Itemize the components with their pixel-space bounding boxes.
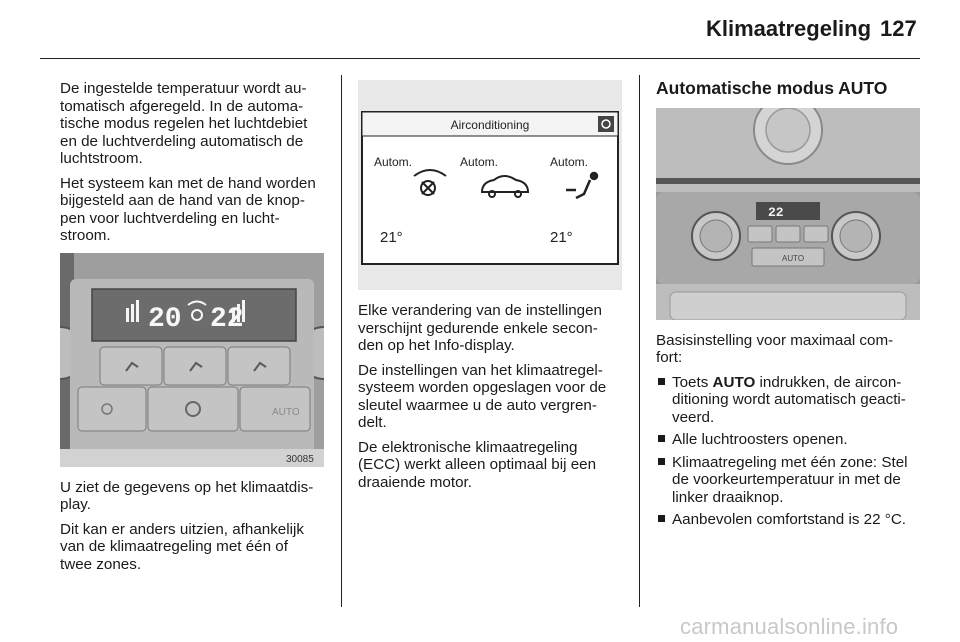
text-line: veerd.: [672, 408, 715, 426]
text-line: draaiende motor.: [358, 473, 472, 491]
text-line: en de luchtverdeling automatisch de: [60, 132, 304, 150]
text-line: Dit kan er anders uitzien, afhankelijk: [60, 520, 304, 538]
text-line: De elektronische klimaatregeling: [358, 438, 578, 456]
screen-label-middle: Autom.: [460, 155, 499, 169]
bullet-text: indrukken, de aircon-: [755, 373, 902, 391]
text-line: stroom.: [60, 227, 111, 244]
footer-watermark: carmanualsonline.info: [680, 614, 899, 639]
text-line: tische modus regelen het luchtdebiet: [60, 115, 308, 132]
page-number: 127: [880, 16, 917, 41]
text-line: luchtstroom.: [60, 150, 143, 167]
text-line: (ECC) werkt alleen optimaal bij een: [358, 456, 597, 473]
text-line: Aanbevolen comfortstand is 22 °C.: [672, 511, 907, 528]
header-rule: [40, 58, 920, 59]
column-right: [656, 80, 924, 534]
paragraph-manual-adjust: [60, 175, 328, 245]
screen-label-left: Autom.: [374, 155, 413, 169]
text-line: fort:: [656, 349, 683, 366]
bullet-square-icon: [658, 435, 665, 442]
text-line: Basisinstelling voor maximaal com-: [656, 331, 894, 349]
text-line: twee zones.: [60, 555, 142, 573]
list-item: [656, 511, 924, 529]
display-temp-right: 22: [210, 303, 244, 335]
paragraph-settings-saved: [358, 362, 628, 432]
text-line: Klimaatregeling met één zone: Stel: [672, 453, 908, 471]
text-line: van de klimaatregeling met één of: [60, 538, 288, 555]
auto-button-label: AUTO: [272, 406, 300, 418]
paragraph-display-info: [60, 479, 328, 514]
text-line: Het systeem kan met de hand worden: [60, 174, 316, 192]
screen-label-right: Autom.: [550, 155, 589, 169]
text-line: Elke verandering van de instellingen: [358, 302, 603, 319]
text-line: De ingestelde temperatuur wordt au-: [60, 80, 307, 97]
text-line: [672, 374, 924, 392]
bullet-square-icon: [658, 458, 665, 465]
paragraph-settings-change: [358, 302, 628, 355]
text-line: de voorkeurtemperatuur in met de: [672, 471, 901, 488]
header-title: Klimaatregeling: [706, 16, 872, 41]
text-line: sleutel waarmee u de auto vergren-: [358, 396, 597, 414]
column-divider-2: [639, 75, 640, 607]
info-display-screen: [358, 80, 622, 290]
section-heading-auto: Automatische modus AUTO: [656, 78, 888, 98]
list-item: [656, 454, 924, 507]
bullet-square-icon: [658, 515, 665, 522]
text-line: den op het Info-display.: [358, 337, 515, 354]
auto-key-label: AUTO: [712, 373, 756, 391]
auto-mode-panel-photo: [656, 108, 920, 320]
text-line: delt.: [358, 414, 387, 431]
screen-temp-right: 21°: [550, 229, 573, 246]
screen-temp-left: 21°: [380, 229, 403, 246]
paragraph-auto-temp: [60, 80, 328, 168]
paragraph-ecc-engine: [358, 439, 628, 492]
display-temp-left: 20: [148, 303, 182, 335]
text-line: Alle luchtroosters openen.: [672, 431, 848, 448]
text-line: linker draaiknop.: [672, 488, 784, 506]
list-item: [656, 431, 924, 449]
screen-title: Airconditioning: [450, 118, 530, 132]
panel-display-temp: 22: [768, 204, 784, 220]
column-divider-1: [341, 75, 342, 607]
text-line: verschijnt gedurende enkele secon-: [358, 319, 598, 337]
bullet-prefix: Toets: [672, 373, 713, 391]
text-line: bijgesteld aan de hand van de knop-: [60, 192, 305, 209]
paragraph-zones: [60, 521, 328, 574]
text-line: systeem worden opgeslagen voor de: [358, 379, 607, 396]
column-left: [60, 80, 328, 580]
text-line: tomatisch afgeregeld. In de automa-: [60, 97, 304, 115]
text-line: ditioning wordt automatisch geacti-: [672, 391, 906, 408]
text-line: play.: [60, 496, 91, 513]
climate-panel-photo: [60, 253, 324, 467]
text-line: U ziet de gegevens op het klimaatdis-: [60, 478, 314, 496]
list-item: [656, 374, 924, 427]
column-middle: [358, 80, 628, 498]
panel-auto-label: AUTO: [782, 253, 805, 263]
bullet-square-icon: [658, 378, 665, 385]
image-number: 30085: [286, 453, 314, 465]
text-line: pen voor luchtverdeling en lucht-: [60, 209, 280, 227]
paragraph-basic-setting: [656, 332, 924, 367]
text-line: De instellingen van het klimaatregel-: [358, 361, 603, 379]
auto-mode-steps: [656, 374, 924, 529]
